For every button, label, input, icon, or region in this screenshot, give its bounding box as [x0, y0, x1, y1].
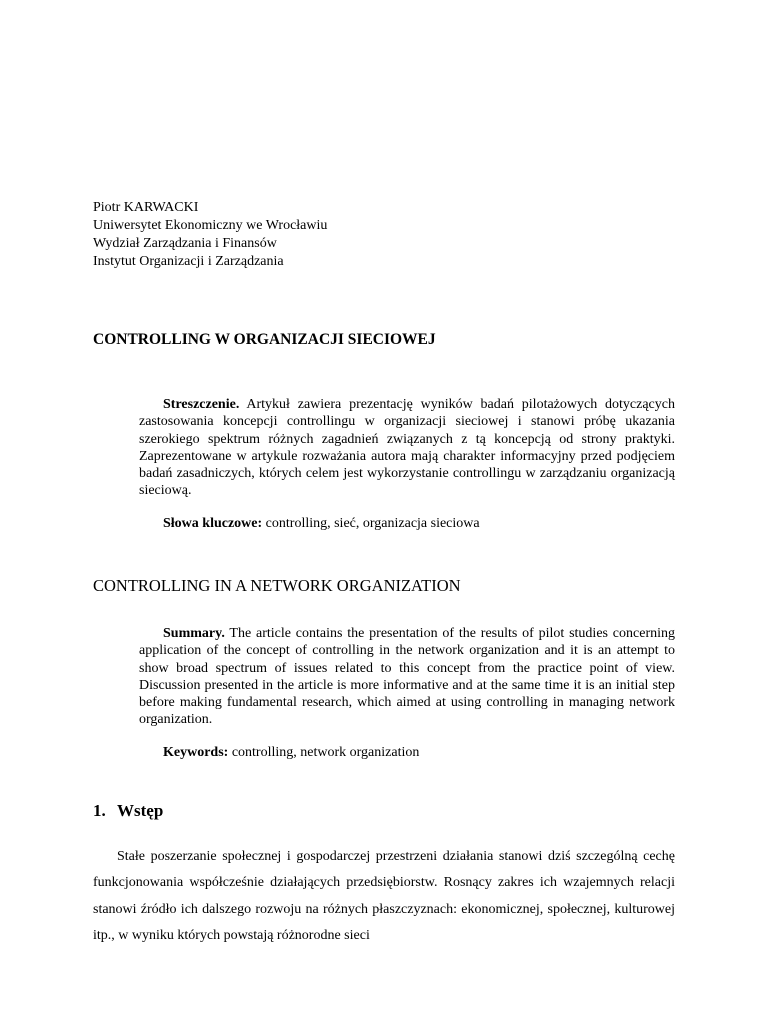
author-institute: Instytut Organizacji i Zarządzania	[93, 254, 284, 269]
section-number: 1.	[93, 801, 106, 820]
author-affiliation	[93, 199, 327, 271]
section-heading	[93, 801, 163, 821]
keywords-polish	[163, 516, 480, 532]
abstract-english-text: The article contains the presentation of the results of pilot studies concerning application of the concept of controlling in the network organization and it is an attempt to show broad spectrum of issues related to this concept from the practice point of view. Discussion presented in the article is more informative and at the same time it is an initial step before making fundamental research, which aimed at using controlling in managing network organization.	[139, 626, 675, 728]
keywords-english-text: controlling, network organization	[231, 745, 420, 760]
abstract-english	[139, 625, 675, 729]
author-name: Piotr KARWACKI	[93, 200, 199, 215]
keywords-english-label: Keywords:	[163, 745, 229, 760]
keywords-english	[163, 745, 419, 761]
abstract-polish	[139, 396, 675, 500]
abstract-polish-text: Artykuł zawiera prezentację wyników badań pilotażowych dotyczących zastosowania koncepcji controllingu w organizacji sieciowej i stanowi próbę ukazania szerokiego spektrum różnych zagadnień związanych z tą koncepcją od strony praktyki. Zaprezentowane w artykule rozważania autora mają charakter informacyjny przed podjęciem badań zasadniczych, których celem jest wykorzystanie controllingu w zarządzaniu organizacją sieciową.	[139, 397, 675, 499]
body-paragraph: Stałe poszerzanie społecznej i gospodarczej przestrzeni działania stanowi dziś szczególną cechę funkcjonowania współcześnie działających przedsiębiorstw. Rosnący zakres ich wzajemnych relacji stanowi źródło ich dalszego rozwoju na różnych płaszczyznach: ekonomicznej, społecznej, kulturowej itp., w wyniku których powstają różnorodne sieci	[93, 849, 675, 943]
section-title: Wstęp	[117, 801, 164, 820]
abstract-polish-label: Streszczenie.	[163, 397, 240, 412]
abstract-english-label: Summary.	[163, 626, 225, 641]
author-university: Uniwersytet Ekonomiczny we Wrocławiu	[93, 218, 328, 233]
body-text	[93, 844, 675, 949]
title-polish: CONTROLLING W ORGANIZACJI SIECIOWEJ	[93, 331, 436, 348]
title-english: CONTROLLING IN A NETWORK ORGANIZATION	[93, 576, 461, 595]
keywords-polish-text: controlling, sieć, organizacja sieciowa	[265, 516, 480, 531]
keywords-polish-label: Słowa kluczowe:	[163, 516, 263, 531]
author-faculty: Wydział Zarządzania i Finansów	[93, 236, 277, 251]
